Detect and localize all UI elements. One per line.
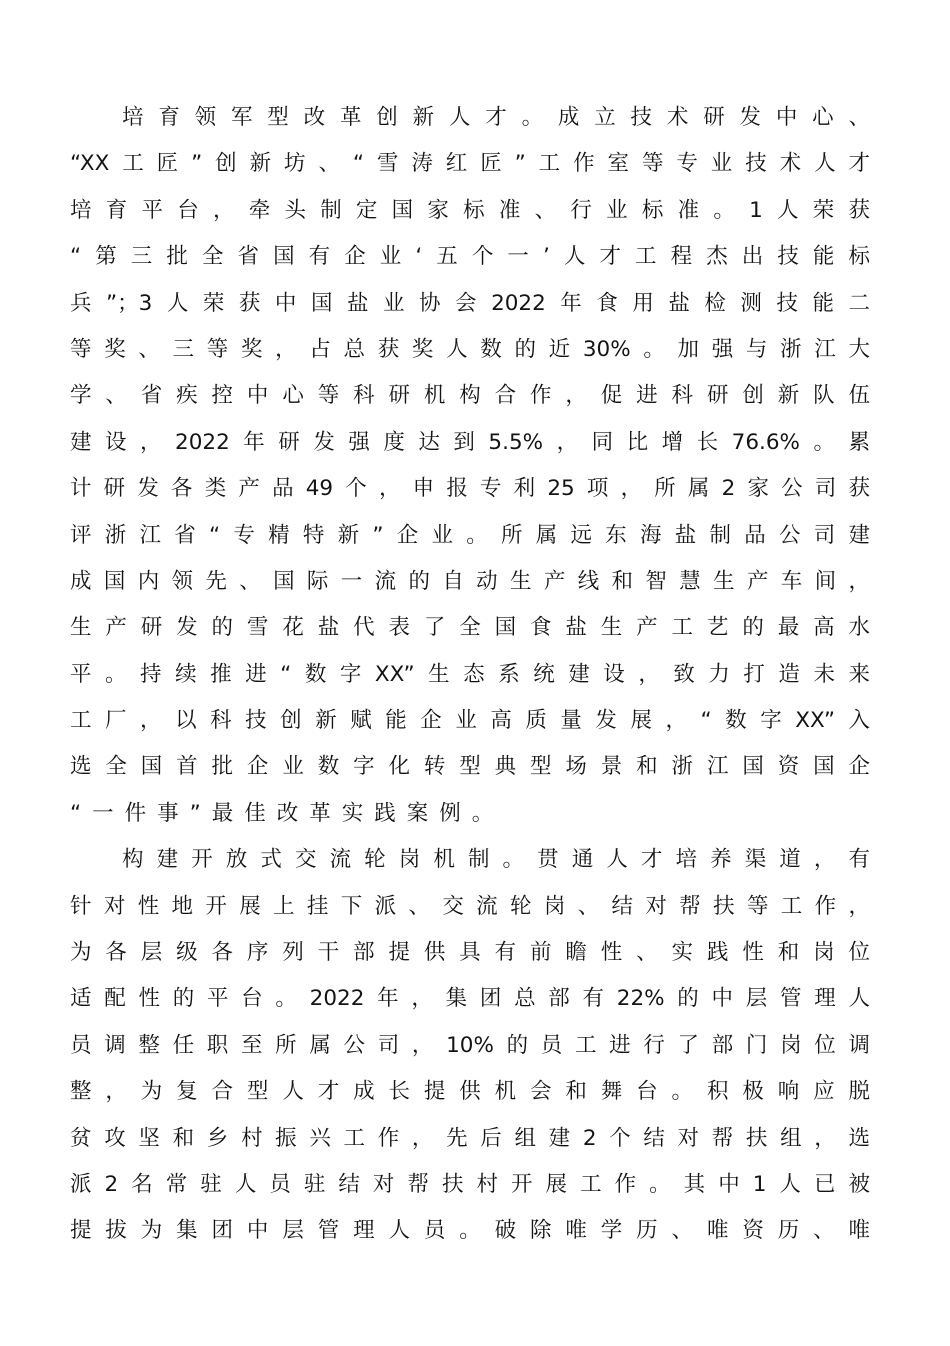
- paragraph-line: 提拔为集团中层管理人员。破除唯学历、唯资历、唯: [70, 1218, 870, 1244]
- paragraph-talent-innovation: [70, 95, 870, 837]
- paragraph-line: 培育领军型改革创新人才。成立技术研发中心、: [122, 105, 870, 130]
- paragraph-line: 生产研发的雪花盐代表了全国食盐生产工艺的最高水: [70, 615, 870, 641]
- paragraph-line: “XX工匠”创新坊、“雪涛红匠”工作室等专业技术人才: [70, 151, 870, 177]
- paragraph-line: 派2名常驻人员驻结对帮扶村开展工作。其中1人已被: [70, 1171, 870, 1197]
- paragraph-line: 构建开放式交流轮岗机制。贯通人才培养渠道，有: [122, 847, 870, 873]
- paragraph-line: 培育平台，牵头制定国家标准、行业标准。1人荣获: [70, 197, 870, 223]
- paragraph-line: 员调整任职至所属公司，10%的员工进行了部门岗位调: [70, 1032, 870, 1058]
- paragraph-line: “第三批全省国有企业‘五个一’人才工程杰出技能标: [70, 244, 870, 270]
- paragraph-line: 工厂，以科技创新赋能企业高质量发展，“数字XX”入: [70, 708, 870, 734]
- paragraph-line: 学、省疾控中心等科研机构合作，促进科研创新队伍: [70, 383, 870, 409]
- paragraph-line: 建设，2022年研发强度达到5.5%，同比增长76.6%。累: [70, 429, 870, 455]
- paragraph-line: 平。持续推进“数字XX”生态系统建设，致力打造未来: [70, 661, 870, 687]
- paragraph-line: 整，为复合型人才成长提供机会和舞台。积极响应脱: [70, 1079, 870, 1105]
- paragraph-line: 兵”；3人荣获中国盐业协会2022年食用盐检测技能二: [70, 290, 870, 316]
- paragraph-line: “一件事”最佳改革实践案例。: [70, 800, 505, 826]
- document-body: [70, 95, 870, 1255]
- paragraph-job-rotation: [70, 837, 870, 1255]
- paragraph-line: 成国内领先、国际一流的自动生产线和智慧生产车间，: [70, 568, 870, 594]
- paragraph-line: 选全国首批企业数字化转型典型场景和浙江国资国企: [70, 754, 870, 780]
- paragraph-line: 适配性的平台。2022年，集团总部有22%的中层管理人: [70, 986, 870, 1012]
- paragraph-line: 等奖、三等奖，占总获奖人数的近30%。加强与浙江大: [70, 336, 870, 362]
- paragraph-line: 为各层级各序列干部提供具有前瞻性、实践性和岗位: [70, 940, 870, 966]
- paragraph-line: 针对性地开展上挂下派、交流轮岗、结对帮扶等工作，: [70, 893, 870, 919]
- paragraph-line: 评浙江省“专精特新”企业。所属远东海盐制品公司建: [70, 522, 870, 548]
- paragraph-line: 贫攻坚和乡村振兴工作，先后组建2个结对帮扶组，选: [70, 1125, 870, 1151]
- paragraph-line: 计研发各类产品49个，申报专利25项，所属2家公司获: [70, 476, 870, 502]
